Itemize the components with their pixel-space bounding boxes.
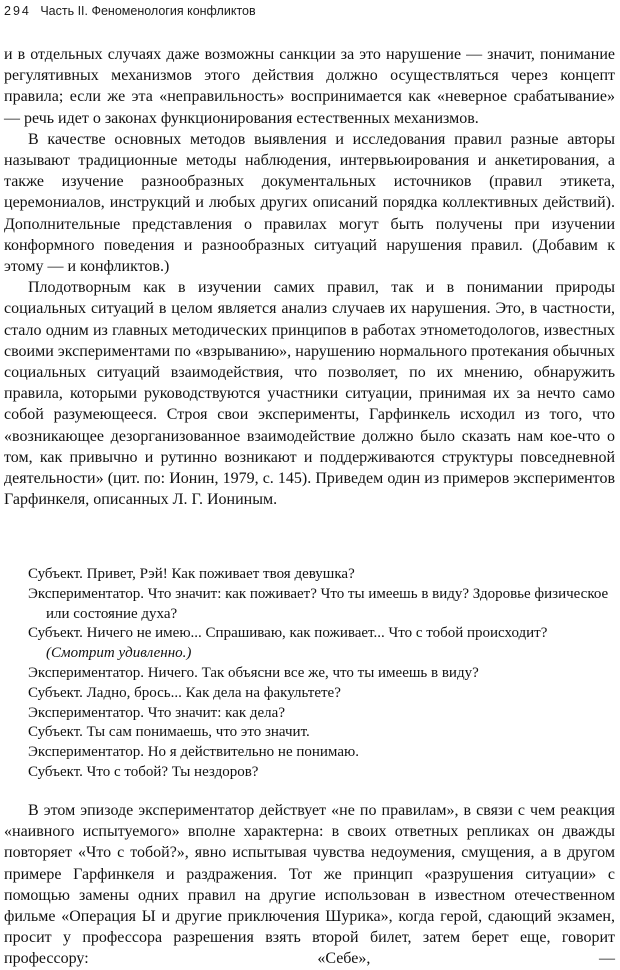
dialogue-line: Экспериментатор. Ничего. Так объясни все же, что ты имеешь в виду? bbox=[28, 664, 479, 681]
dialogue-line: Экспериментатор. Но я действительно не понимаю. bbox=[28, 744, 359, 761]
dialogue-line: Субъект. Что с тобой? Ты нездоров? bbox=[28, 763, 259, 780]
dialogue-excerpt bbox=[28, 565, 618, 783]
stage-direction: (Смотрит удивленно.) bbox=[46, 645, 192, 662]
page-number: 294 bbox=[4, 4, 31, 18]
dialogue-line: Субъект. Ты сам понимаешь, что это значит. bbox=[28, 724, 310, 741]
dialogue-line: Субъект. Ладно, брось... Как дела на факультете? bbox=[28, 684, 341, 701]
paragraph-continuation: и в отдельных случаях даже возможны санкции за это нарушение — значит, понимание регулятивных механизмов этого действия должно осуществляться через концепт правила; если же эта «неправильность» воспринимается как «неверное срабатывание» — речь идет о законах функционирования естественных механизмов. bbox=[4, 46, 615, 127]
paragraph-methods: В качестве основных методов выявления и исследования правил разные авторы называют традиционные методы наблюдения, интервьюирования и анкетирования, а также изучение разнообразных документальных источников (правил этикета, церемониалов, инструкций и любых других описаний порядка коллективных действий). Дополнительные представления о правилах могут быть получены при изучении конформного поведения и разнообразных ситуаций нарушения правил. (Добавим к этому — и конфликтов.) bbox=[4, 130, 615, 276]
dialogue-line: Экспериментатор. Что значит: как дела? bbox=[28, 704, 285, 721]
running-title: Часть II. Феноменология конфликтов bbox=[40, 4, 256, 18]
running-header bbox=[4, 4, 256, 20]
main-text bbox=[4, 44, 615, 510]
dialogue-line: Экспериментатор. Что значит: как поживает? Что ты имеешь в виду? Здоровье физическое или состояние духа? bbox=[28, 585, 609, 622]
closing-text bbox=[4, 800, 615, 970]
dialogue-line: Субъект. Привет, Рэй! Как поживает твоя девушка? bbox=[28, 566, 355, 582]
dialogue-line: Субъект. Ничего не имею... Спрашиваю, как поживает... Что с тобой происходит? bbox=[28, 625, 548, 642]
paragraph-violations: Плодотворным как в изучении самих правил, так и в понимании природы социальных ситуаций в целом является анализ случаев их нарушения. Это, в частности, стало одним из главных методических принципов в работах этнометодологов, известных своими экспериментами по «взрыванию», нарушению нормального протекания обычных социальных ситуаций взаимодействия, что позволяет, по их мнению, обнаружить правила, которыми руководствуются участники ситуации, принимая их за нечто само собой разумеющееся. Строя свои эксперименты, Гарфинкель исходил из того, что «возникающее дезорганизованное взаимодействие должно было сказать нам кое-что о том, как привычно и рутинно возникают и поддерживаются структуры повседневной деятельности» (цит. по: Ионин, 1979, с. 145). Приведем один из примеров экспериментов Гарфинкеля, описанных Л. Г. Иониным. bbox=[4, 279, 615, 509]
paragraph-episode: В этом эпизоде экспериментатор действует «не по правилам», в связи с чем реакция «наивного испытуемого» вполне характерна: в своих ответных репликах он дважды повторяет «Что с тобой?», явно испытывая чувства недоумения, смущения, а в другом примере Гарфинкеля и раздражения. Тот же принцип «разрушения ситуации» с помощью замены одних правил на другие использован в известном отечественном фильме «Операция Ы и другие приключения Шурика», когда герой, сдающий экзамен, просит у профессора разрешения взять второй билет, затем берет еще, говорит профессору: «Себе», — bbox=[4, 802, 615, 968]
